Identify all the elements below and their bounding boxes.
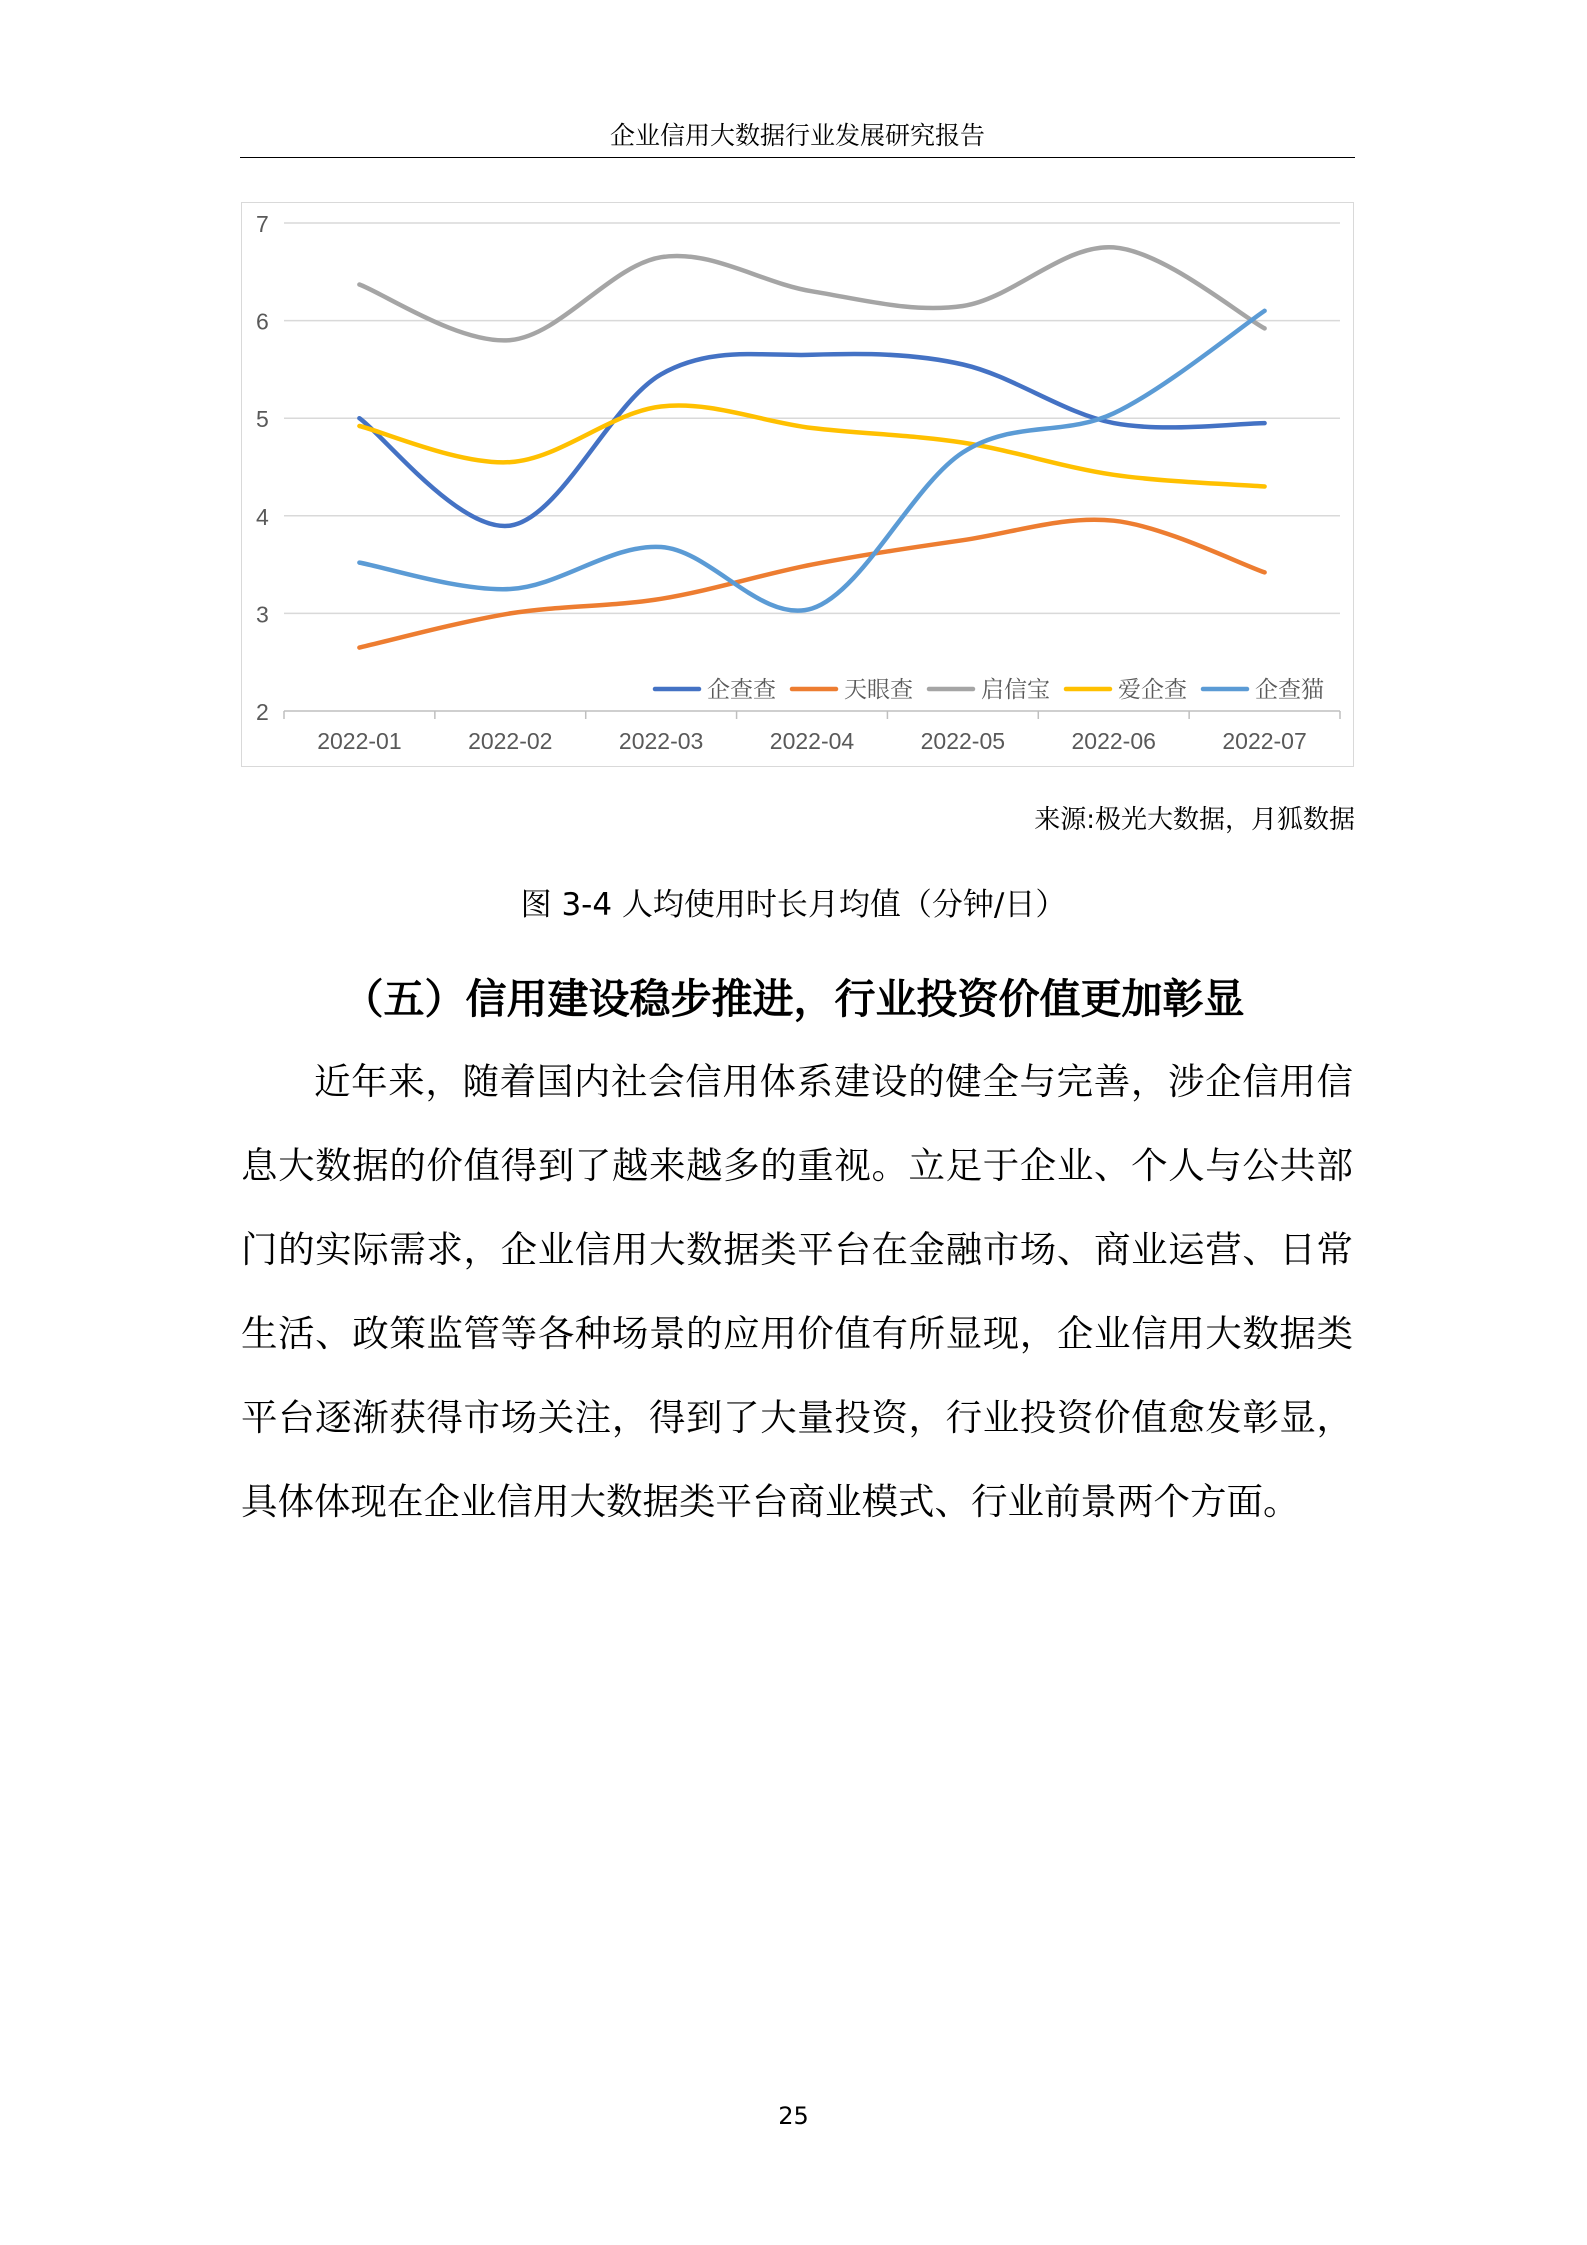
x-tick-label: 2022-01 [317,728,402,754]
header-rule [240,157,1355,158]
x-tick-label: 2022-04 [769,728,855,754]
y-tick-label: 3 [256,601,269,628]
x-tick-label: 2022-03 [618,728,704,754]
running-header: 企业信用大数据行业发展研究报告 [609,121,985,150]
legend-label: 企查查 [707,677,776,703]
x-tick-label: 2022-05 [920,728,1006,754]
y-tick-label: 4 [256,503,269,530]
body-paragraph: 近年来，随着国内社会信用体系建设的健全与完善，涉企信用信息大数据的价值得到了越来越多的重视。立足于企业、个人与公共部门的实际需求，企业信用大数据类平台在金融市场、商业运营、日常生活、政策监管等各种场景的应用价值有所显现，企业信用大数据类平台逐渐获得市场关注，得到了大量投资，行业投资价值愈发彰显，具体体现在企业信用大数据类平台商业模式、行业前景两个方面。 [241,1060,1353,1523]
legend-label: 爱企查 [1118,677,1187,703]
y-tick-label: 2 [256,699,269,725]
y-tick-label: 5 [256,406,269,433]
x-tick-label: 2022-02 [468,728,553,754]
y-tick-label: 6 [256,308,269,335]
figure-caption: 图 3-4 人均使用时长月均值（分钟/日） [520,887,1067,923]
chart-canvas [242,203,1355,768]
series-line-企查查 [359,354,1264,526]
legend-label: 天眼查 [844,677,913,703]
series-line-启信宝 [359,247,1264,340]
page-number: 25 [778,2102,809,2130]
x-tick-label: 2022-06 [1071,728,1156,754]
legend-label: 企查猫 [1255,677,1324,703]
legend-label: 启信宝 [981,677,1050,703]
y-tick-label: 7 [256,211,269,237]
line-chart [241,202,1354,767]
x-tick-label: 2022-07 [1222,728,1307,754]
source-note: 来源:极光大数据，月狐数据 [1034,805,1355,835]
section-heading: （五）信用建设稳步推进，行业投资价值更加彰显 [342,975,1245,1023]
series-line-天眼查 [359,520,1264,648]
